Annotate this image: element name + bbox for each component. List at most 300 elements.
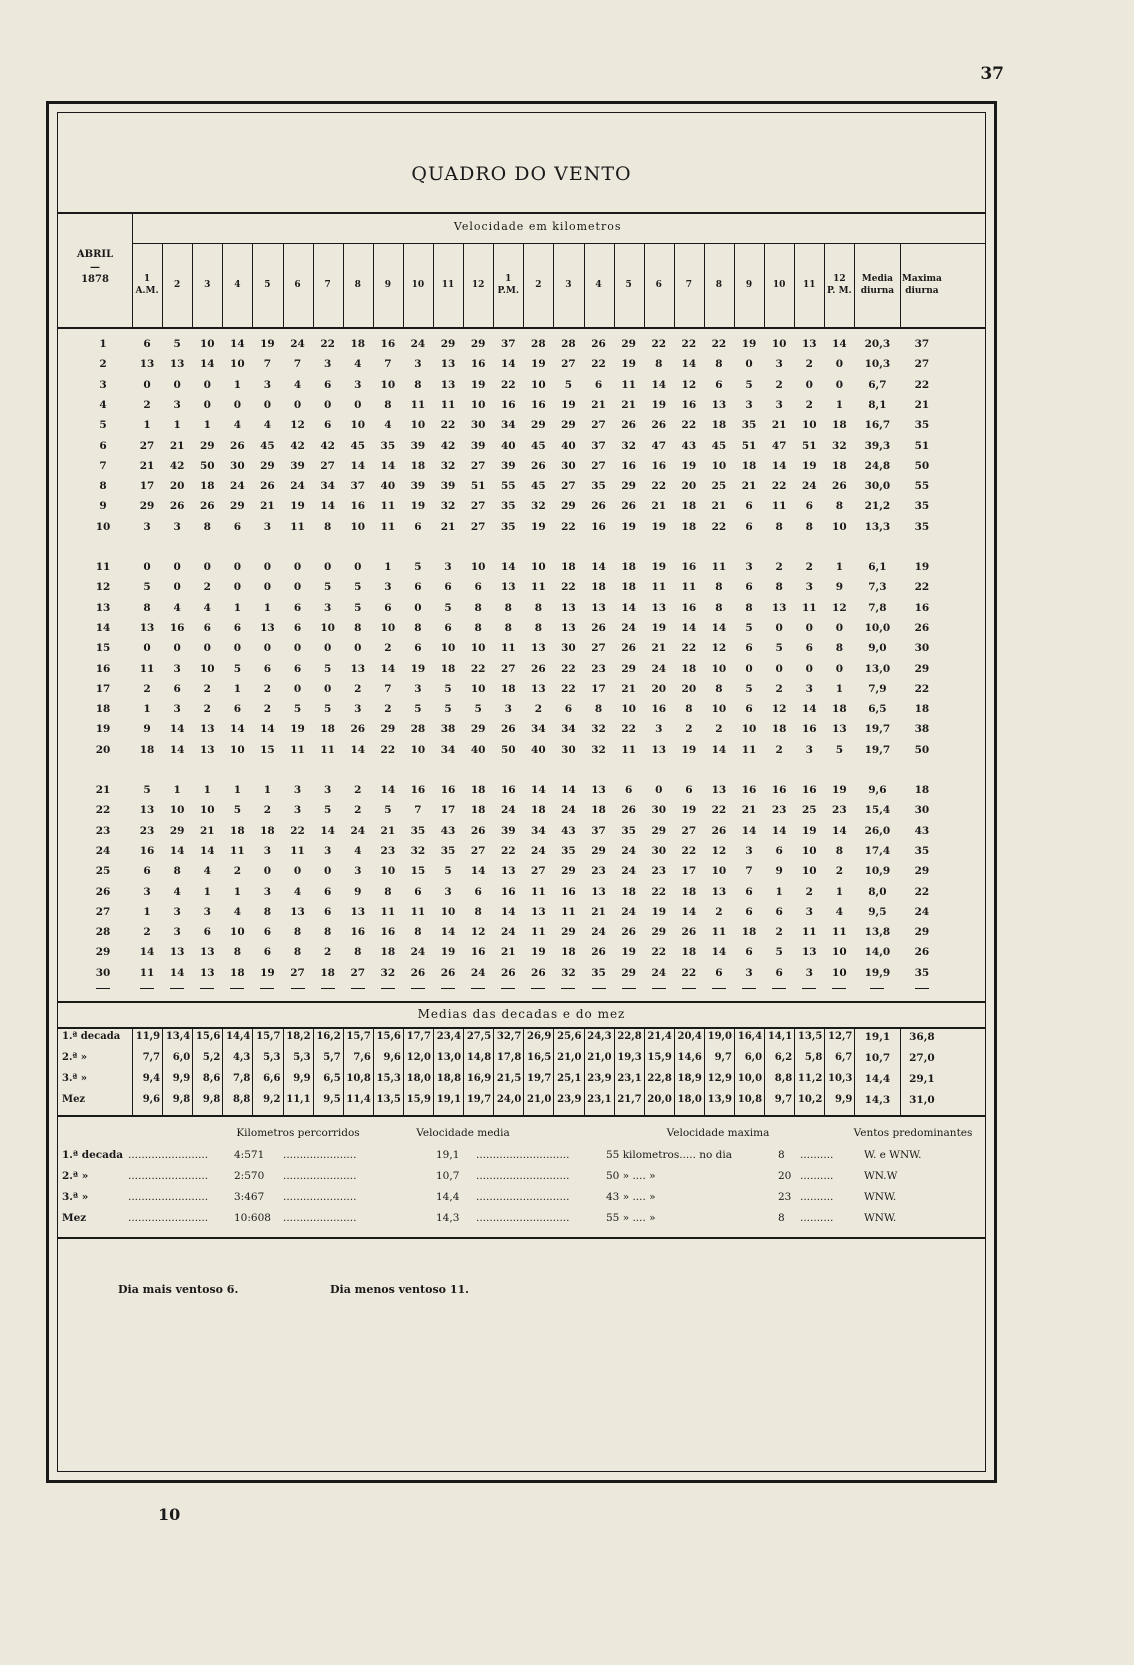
cell-value: 1 [835,398,843,411]
cell-value: 35 [591,480,606,493]
cell-value: 24 [651,966,667,979]
cell-value: 29 [470,338,486,350]
cell-value: 4 [293,885,302,898]
cell-value: 3 [173,662,181,675]
cell-value: 43 [440,824,456,837]
average-value: 15,9 [647,1052,672,1063]
cell-value: 10 [711,703,727,716]
cell-value: 6 [293,621,302,634]
cell-value: 14 [500,905,516,918]
cell-value: 29 [230,500,245,513]
media-value: 10,0 [864,621,891,634]
cell-value: 26 [621,500,636,513]
cell-value: 39 [290,459,305,472]
cell-value: 8 [715,682,723,695]
media-value: 20,3 [864,338,891,350]
cell-value: 5 [775,946,783,959]
media-value: 7,3 [868,581,887,594]
cell-value: 1 [233,601,241,614]
cell-value: 40 [500,439,516,452]
hour-col-divider [764,243,765,327]
cell-value: 6 [745,520,753,533]
average-value: 6,0 [744,1052,763,1063]
cell-value: 2 [323,946,332,959]
average-max: 36,8 [909,1031,935,1043]
cell-value: 5 [745,682,753,695]
cell-value: 40 [531,743,546,756]
cell-value: 0 [745,358,753,371]
media-value: 13,8 [864,926,891,939]
cell-value: 21 [591,905,606,918]
cell-value: 0 [173,642,181,655]
cell-value: 0 [143,378,151,391]
cell-value: 6 [624,784,633,796]
cell-value: 24 [500,804,516,817]
cell-value: 45 [531,439,546,452]
cell-value: 6 [233,703,241,716]
average-value: 9,6 [383,1052,401,1063]
cell-value: 21 [440,520,456,533]
summary-day: 8 [778,1212,785,1224]
avg-col-divider [854,1027,855,1115]
cell-value: 7 [745,865,753,878]
cell-value: 8 [414,926,422,939]
cell-value: 29 [169,824,185,837]
cell-value: 4 [293,378,302,391]
cell-value: 3 [775,358,783,371]
max-value: 35 [914,844,930,857]
cell-value: 18 [410,459,426,472]
average-value: 9,9 [172,1073,191,1084]
cell-value: 32 [531,500,546,513]
cell-value: 2 [354,804,362,817]
cell-value: 24 [561,804,576,817]
media-value: 6,5 [868,703,887,716]
cell-value: 50 [500,743,516,756]
cell-value: 13 [199,946,215,959]
media-value: 30,0 [864,480,891,493]
cell-value: 4 [384,419,392,432]
cell-value: 27 [591,459,606,472]
cell-value: 8 [835,642,843,655]
summary-dots: ............................ [476,1149,570,1161]
summary-bottom-rule [58,1237,985,1239]
cell-value: 4 [203,601,211,614]
cell-value: 8 [474,601,482,614]
cell-value: 4 [263,419,272,432]
average-value: 21,0 [557,1052,582,1063]
cell-value: 35 [500,520,516,533]
cell-value: 45 [711,439,727,452]
speed-caption-rule [132,243,985,244]
cell-value: 29 [561,865,576,878]
cell-value: 22 [681,419,697,432]
cell-value: 42 [320,439,335,452]
page-number: 37 [980,64,1004,84]
cell-value: 10 [771,338,787,350]
hour-header: 10 [411,280,425,290]
cell-value: 3 [354,378,362,391]
average-value: 19,7 [466,1094,492,1105]
average-value: 15,6 [376,1031,401,1042]
cell-value: 14 [199,844,215,857]
average-value: 14,4 [226,1031,251,1042]
cell-value: 8 [384,885,392,898]
cell-value: 3 [293,804,302,817]
hour-header: 11 [441,280,455,290]
cell-value: 5 [775,642,783,655]
cell-value: 3 [173,398,181,411]
cell-value: 10 [621,703,636,716]
cell-value: 32 [832,439,847,452]
cell-value: 10 [470,642,486,655]
dash-mark [260,988,274,989]
cell-value: 14 [260,723,275,736]
cell-value: 27 [320,459,335,472]
cell-value: 39 [500,824,516,837]
cell-value: 24 [621,621,636,634]
average-value: 16,4 [737,1031,763,1042]
cell-value: 6 [474,581,482,594]
cell-value: 14 [169,723,185,736]
cell-value: 32 [440,500,456,513]
average-value: 5,7 [323,1052,341,1063]
cell-value: 14 [139,946,155,959]
cell-value: 14 [500,358,516,371]
media-value: 24,8 [864,459,891,472]
cell-value: 8 [594,703,603,716]
summary-media: 19,1 [436,1149,460,1161]
cell-value: 55 [500,480,516,493]
cell-value: 10 [470,561,486,573]
max-value: 22 [914,581,930,594]
cell-value: 10 [801,865,817,878]
cell-value: 10 [410,419,426,432]
cell-value: 35 [621,824,636,837]
cell-value: 0 [263,865,272,878]
day-label: 1 [99,338,107,350]
cell-value: 11 [500,642,516,655]
cell-value: 13 [651,743,667,756]
summary-dots: ...................... [283,1191,357,1203]
cell-value: 27 [561,358,576,371]
cell-value: 18 [199,480,215,493]
cell-value: 21 [651,642,667,655]
cell-value: 45 [531,480,546,493]
averages-top-rule [58,1001,985,1003]
day-label: 18 [95,703,111,716]
cell-value: 19 [651,621,667,634]
summary-max: 55 » .... » [606,1212,656,1224]
cell-value: 1 [143,703,151,716]
dash-mark [772,988,786,989]
cell-value: 35 [380,439,396,452]
cell-value: 19 [801,824,817,837]
cell-value: 8 [143,601,151,614]
average-value: 24,0 [496,1094,522,1105]
cell-value: 1 [143,905,151,918]
cell-value: 10 [230,358,245,371]
hour-col-divider [704,243,705,327]
average-value: 6,2 [774,1052,793,1063]
cell-value: 0 [143,561,151,573]
cell-value: 29 [561,500,576,513]
media-value: 19,7 [864,723,891,736]
summary-km: 4:571 [234,1149,265,1161]
average-value: 17,7 [406,1031,431,1042]
cell-value: 21 [199,824,215,837]
cell-value: 6 [293,662,302,675]
max-value: 55 [914,480,930,493]
hour-header: 12 P. M. [827,274,852,296]
cell-value: 18 [681,662,697,675]
cell-value: 3 [805,743,813,756]
cell-value: 25 [801,804,817,817]
hour-header: 5 [264,280,271,290]
cell-value: 39 [470,439,486,452]
summary-dots: ...................... [283,1149,357,1161]
cell-value: 24 [350,824,366,837]
cell-value: 3 [263,378,272,391]
average-value: 16,5 [527,1052,552,1063]
average-row-label: 3.ª » [62,1073,88,1084]
cell-value: 11 [139,966,155,979]
cell-value: 14 [561,784,576,796]
cell-value: 29 [561,419,576,432]
cell-value: 3 [805,682,813,695]
hour-col-divider [222,243,223,327]
cell-value: 0 [173,378,181,391]
cell-value: 6 [203,926,211,939]
average-max: 29,1 [909,1073,935,1085]
cell-value: 10 [169,804,185,817]
cell-value: 26 [470,824,486,837]
dash-mark [321,988,335,989]
average-value: 13,4 [165,1031,191,1042]
cell-value: 6 [263,662,272,675]
cell-value: 19 [470,378,486,391]
average-value: 27,5 [466,1031,492,1042]
average-value: 18,9 [677,1073,702,1084]
cell-value: 1 [384,561,392,573]
summary-dots: .......... [800,1212,834,1224]
max-value: 50 [914,743,930,756]
average-value: 22,8 [647,1073,672,1084]
cell-value: 18 [230,966,245,979]
day-label: 16 [95,662,111,675]
cell-value: 19 [832,784,847,796]
cell-value: 3 [263,844,272,857]
hour-header: 3 [565,280,572,290]
cell-value: 3 [173,905,181,918]
max-value: 35 [914,966,930,979]
cell-value: 6 [775,844,783,857]
cell-value: 21 [380,824,396,837]
cell-value: 18 [470,804,486,817]
cell-value: 0 [805,378,813,391]
cell-value: 5 [444,703,452,716]
cell-value: 6 [173,682,181,695]
cell-value: 6 [414,642,422,655]
cell-value: 10 [801,419,817,432]
cell-value: 21 [500,946,516,959]
cell-value: 18 [832,419,847,432]
cell-value: 9 [143,723,151,736]
cell-value: 2 [143,926,151,939]
summary-dots: ........................ [128,1170,209,1182]
cell-value: 26 [500,966,516,979]
cell-value: 10 [410,743,426,756]
cell-value: 39 [410,480,426,493]
cell-value: 16 [741,784,757,796]
cell-value: 10 [801,844,817,857]
dash-mark [200,988,214,989]
max-value: 43 [914,824,930,837]
cell-value: 30 [230,459,245,472]
dash-mark [230,988,244,989]
day-label: 12 [95,581,111,594]
cell-value: 12 [711,844,727,857]
cell-value: 11 [801,601,817,614]
cell-value: 1 [835,682,843,695]
max-value: 26 [914,621,930,634]
cell-value: 26 [440,966,456,979]
cell-value: 18 [621,581,636,594]
cell-value: 24 [651,662,667,675]
dash-mark [531,988,545,989]
cell-value: 18 [621,561,636,573]
day-label: 29 [95,946,111,959]
hour-col-divider [192,243,193,327]
average-media: 14,4 [864,1073,891,1085]
cell-value: 15 [260,743,275,756]
hour-header: 4 [595,280,602,290]
cell-value: 2 [233,865,241,878]
cell-value: 29 [470,723,486,736]
max-value: 35 [914,520,930,533]
day-label: 23 [95,824,111,837]
media-value: 9,6 [868,784,887,796]
cell-value: 13 [531,682,546,695]
cell-value: 16 [500,784,516,796]
cell-value: 24 [470,966,486,979]
dash-mark [712,988,726,989]
cell-value: 5 [354,581,362,594]
cell-value: 19 [621,520,636,533]
cell-value: 3 [143,885,151,898]
average-value: 32,7 [496,1031,522,1042]
summary-max: 43 » .... » [606,1191,656,1203]
cell-value: 24 [621,905,636,918]
cell-value: 1 [203,419,211,432]
cell-value: 14 [199,358,215,371]
day-label: 8 [99,480,107,493]
cell-value: 10 [470,398,486,411]
cell-value: 22 [561,682,576,695]
cell-value: 11 [801,926,817,939]
cell-value: 11 [380,520,396,533]
table-frame [46,101,997,1483]
cell-value: 14 [591,561,606,573]
summary-dots: ...................... [283,1212,357,1224]
summary-dots: ........................ [128,1149,209,1161]
cell-value: 14 [230,723,245,736]
media-value: 7,9 [868,682,887,695]
hour-col-divider [313,243,314,327]
cell-value: 5 [323,804,332,817]
cell-value: 12 [470,926,486,939]
cell-value: 18 [681,946,697,959]
cell-value: 0 [233,398,241,411]
cell-value: 10 [320,621,335,634]
cell-value: 6 [745,885,753,898]
hour-header: 1 A.M. [135,274,159,296]
cell-value: 16 [681,601,697,614]
cell-value: 26 [621,642,636,655]
cell-value: 2 [263,804,272,817]
day-label: 17 [95,682,111,695]
day-col-divider [132,212,133,327]
cell-value: 34 [440,743,456,756]
cell-value: 18 [681,885,697,898]
cell-value: 21 [741,804,757,817]
average-value: 21,0 [587,1052,612,1063]
cell-value: 8 [534,601,542,614]
hour-col-divider [584,243,585,327]
cell-value: 19 [561,398,576,411]
cell-value: 5 [323,581,332,594]
cell-value: 13 [199,743,215,756]
cell-value: 39 [500,459,516,472]
cell-value: 26 [591,946,606,959]
summary-dots: ............................ [476,1170,570,1182]
day-label: 2 [99,358,107,371]
summary-dots: ........................ [128,1212,209,1224]
cell-value: 20 [651,682,667,695]
cell-value: 11 [621,743,636,756]
summary-km: 2:570 [234,1170,265,1182]
cell-value: 14 [711,946,727,959]
average-value: 19,7 [527,1073,552,1084]
cell-value: 24 [591,926,606,939]
cell-value: 29 [651,824,667,837]
cell-value: 22 [500,378,516,391]
cell-value: 13 [801,946,817,959]
cell-value: 18 [832,703,847,716]
cell-value: 6 [745,946,753,959]
cell-value: 16 [500,398,516,411]
cell-value: 18 [832,459,847,472]
cell-value: 14 [320,824,335,837]
cell-value: 32 [410,844,426,857]
cell-value: 0 [293,581,302,594]
cell-value: 16 [801,723,817,736]
day-label: 3 [99,378,107,391]
day-label: 26 [95,885,111,898]
cell-value: 18 [561,561,576,573]
cell-value: 26 [591,621,606,634]
day-label: 24 [95,844,111,857]
average-row-label: 1.ª decada [62,1031,121,1042]
cell-value: 27 [681,824,697,837]
cell-value: 16 [651,703,667,716]
cell-value: 19 [681,459,697,472]
cell-value: 3 [745,561,753,573]
cell-value: 4 [354,844,362,857]
cell-value: 22 [681,642,697,655]
cell-value: 1 [233,682,241,695]
cell-value: 0 [263,561,272,573]
